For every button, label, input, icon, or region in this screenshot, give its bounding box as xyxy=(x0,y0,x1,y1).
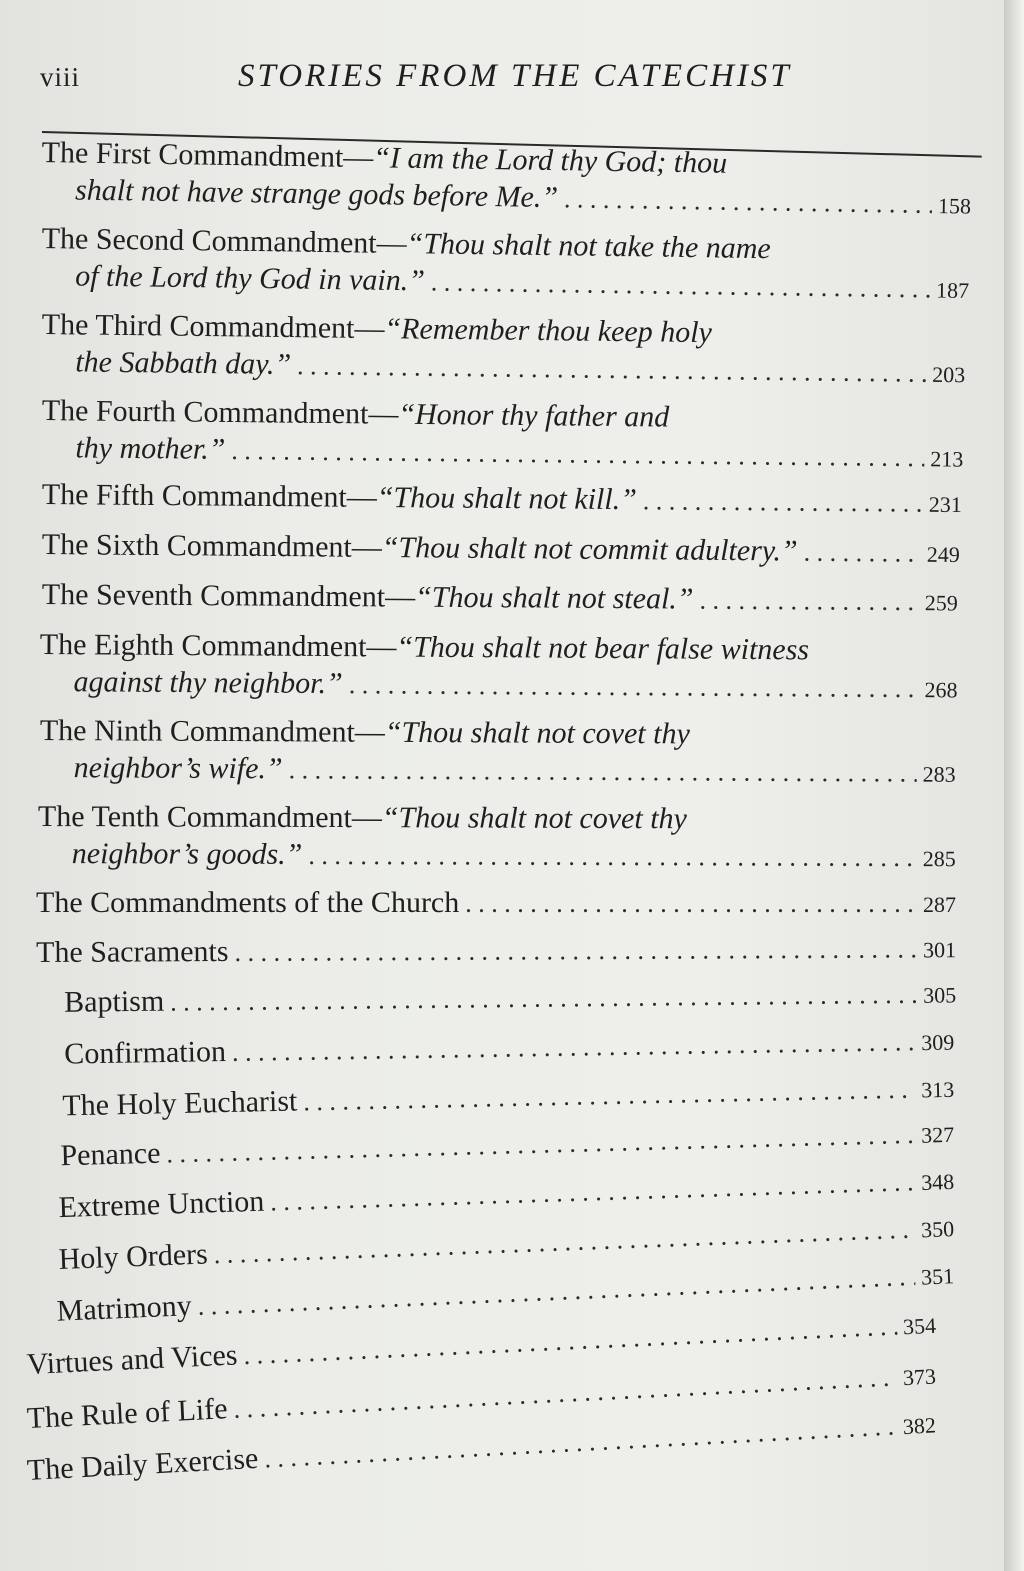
entry-quote-cont: against thy neighbor.” xyxy=(73,665,343,701)
page-ref: 382 xyxy=(902,1412,937,1440)
entry-quote: “Thou shalt not steal.” xyxy=(415,580,694,616)
toc-entry-first-commandment xyxy=(41,134,972,223)
page-ref: 259 xyxy=(924,590,958,616)
page-ref: 213 xyxy=(930,446,964,472)
entry-title: The Holy Eucharist xyxy=(62,1084,298,1123)
dot-leader xyxy=(232,1023,916,1071)
toc-entry-confirmation xyxy=(36,1022,954,1073)
page-ref: 158 xyxy=(937,193,972,219)
entry-title: The Tenth Commandment— xyxy=(37,800,382,835)
dot-leader xyxy=(465,885,917,922)
page-ref: 354 xyxy=(902,1312,937,1340)
entry-title: The Fifth Commandment— xyxy=(41,477,377,514)
page-number: viii xyxy=(40,62,81,92)
running-title: STORIES FROM THE CATECHIST xyxy=(238,58,792,94)
entry-title: The Fourth Commandment— xyxy=(41,393,399,431)
dot-leader xyxy=(297,347,927,392)
entry-title: The First Commandment— xyxy=(41,135,374,175)
entry-title: The Third Commandment— xyxy=(41,307,385,346)
dot-leader xyxy=(349,666,919,707)
page-ref: 327 xyxy=(920,1121,955,1148)
entry-quote-cont: neighbor’s goods.” xyxy=(71,837,303,871)
page-ref: 268 xyxy=(924,677,958,703)
page-ref: 309 xyxy=(921,1029,955,1056)
toc-entry-fifth-commandment xyxy=(42,476,962,521)
entry-title: The Sacraments xyxy=(36,934,229,969)
toc-entry-commandments-church xyxy=(36,884,956,921)
entry-quote-cont: thy mother.” xyxy=(75,431,226,466)
entry-title: The Ninth Commandment— xyxy=(39,714,385,749)
dot-leader xyxy=(170,976,917,1021)
dot-leader xyxy=(308,837,917,876)
entry-quote: “Thou shalt not kill.” xyxy=(376,480,637,517)
entry-quote: “Thou shalt not commit adultery.” xyxy=(381,530,798,568)
toc-entry-third-commandment xyxy=(41,306,966,391)
entry-title: The Eighth Commandment— xyxy=(39,627,397,664)
entry-title: The Daily Exercise xyxy=(26,1441,260,1487)
entry-title: Penance xyxy=(60,1136,161,1173)
entry-title: The Second Commandment— xyxy=(41,221,407,261)
toc-entry-fourth-commandment xyxy=(41,392,964,476)
entry-title: Holy Orders xyxy=(58,1237,209,1276)
dot-leader xyxy=(231,432,924,476)
page-ref: 373 xyxy=(902,1363,937,1391)
page-ref: 287 xyxy=(923,892,956,917)
toc-entry-baptism xyxy=(36,974,956,1021)
dot-leader xyxy=(803,534,920,572)
toc-entry-tenth-commandment xyxy=(38,798,956,875)
toc-entry-second-commandment xyxy=(41,220,970,307)
dot-leader xyxy=(303,1071,916,1121)
dot-leader xyxy=(643,482,923,521)
entry-title: Baptism xyxy=(64,984,165,1019)
entry-quote-cont: the Sabbath day.” xyxy=(75,345,292,382)
entry-quote: “Remember thou keep holy xyxy=(384,312,713,350)
entry-quote-cont: neighbor’s wife.” xyxy=(73,751,283,786)
toc-entry-sixth-commandment xyxy=(42,526,960,571)
entry-title: The Rule of Life xyxy=(26,1392,229,1435)
dot-leader xyxy=(431,263,931,307)
entry-quote: “Thou shalt not bear false witness xyxy=(396,630,810,667)
dot-leader xyxy=(166,1116,916,1173)
page-edge xyxy=(1004,0,1024,1571)
entry-title: The Commandments of the Church xyxy=(36,886,460,919)
toc-entry-sacraments xyxy=(36,929,956,971)
entry-quote: “Thou shalt not covet thy xyxy=(381,801,687,836)
dot-leader xyxy=(289,751,917,791)
page-ref: 348 xyxy=(920,1168,955,1195)
entry-title: Extreme Unction xyxy=(58,1184,265,1225)
page-ref: 231 xyxy=(928,491,962,518)
toc-entry-seventh-commandment xyxy=(42,576,958,619)
dot-leader xyxy=(564,180,933,223)
page-ref: 351 xyxy=(920,1263,955,1290)
entry-quote-cont: of the Lord thy God in vain.” xyxy=(74,259,426,298)
toc-entry-ninth-commandment xyxy=(40,712,956,791)
page-ref: 187 xyxy=(935,277,970,303)
dot-leader xyxy=(270,1163,916,1220)
page-ref: 313 xyxy=(920,1076,955,1103)
page-ref: 350 xyxy=(920,1216,955,1243)
page-ref: 203 xyxy=(932,361,966,388)
page-ref: 283 xyxy=(922,761,956,787)
toc-entry-eighth-commandment xyxy=(39,626,957,706)
dot-leader xyxy=(234,930,917,971)
page-ref: 301 xyxy=(923,937,957,963)
entry-title: The Sixth Commandment— xyxy=(41,527,382,564)
entry-title: The Seventh Commandment— xyxy=(41,577,416,614)
entry-title: Matrimony xyxy=(56,1289,193,1328)
entry-title: Confirmation xyxy=(64,1035,227,1071)
entry-quote: “Thou shalt not take the name xyxy=(406,227,771,266)
entry-quote: “I am the Lord thy God; thou xyxy=(373,141,728,180)
entry-quote: “Thou shalt not covet thy xyxy=(384,715,690,751)
page-ref: 305 xyxy=(923,982,957,1008)
page-ref: 249 xyxy=(926,541,960,568)
page-ref: 285 xyxy=(922,846,956,872)
entry-quote: “Honor thy father and xyxy=(398,397,670,434)
dot-leader xyxy=(699,582,919,621)
entry-title: Virtues and Vices xyxy=(26,1338,239,1381)
entry-quote-cont: shalt not have strange gods before Me.” xyxy=(74,173,559,215)
